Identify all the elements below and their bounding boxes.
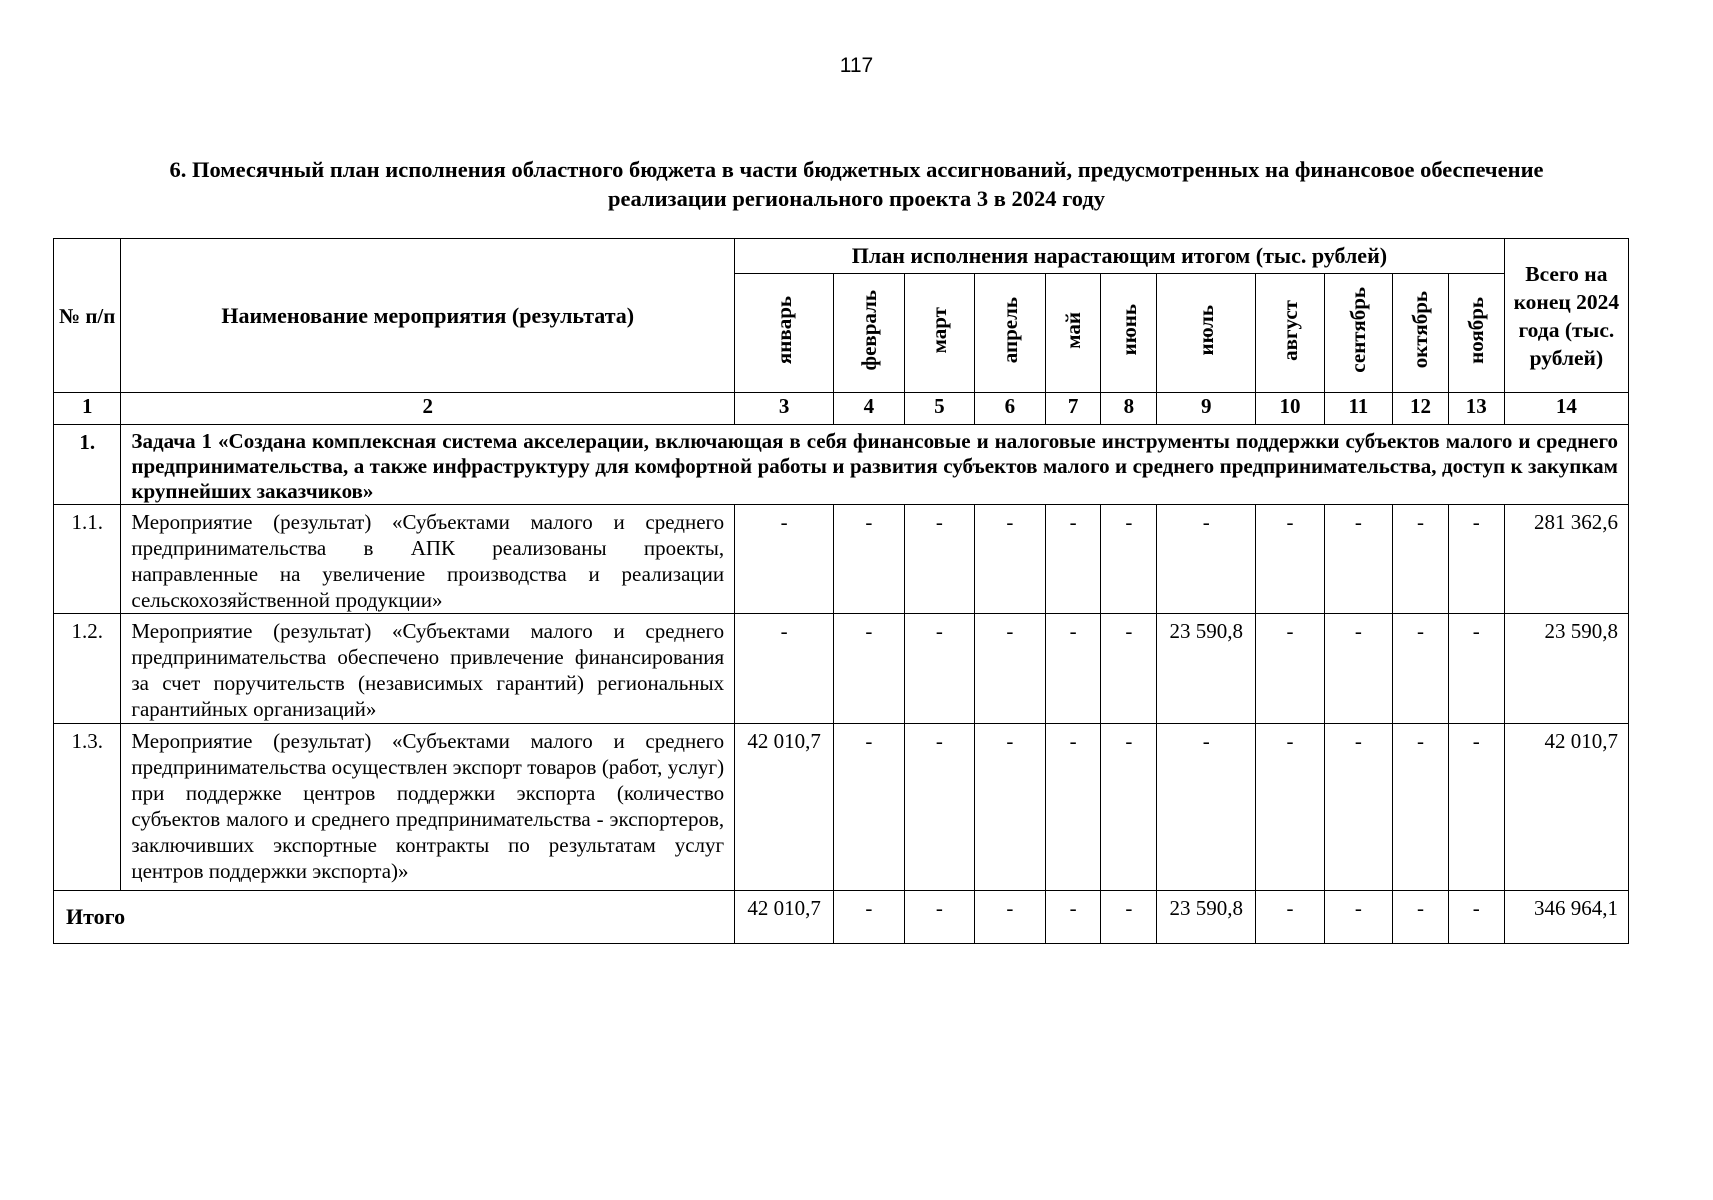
header-total: Всего на конец 2024 года (тыс. рублей) [1504,239,1628,393]
total-month-value: - [1393,891,1449,944]
month-value: 23 590,8 [1157,614,1256,724]
column-number: 6 [975,393,1046,425]
header-plan: План исполнения нарастающим итогом (тыс. рублей) [735,239,1505,274]
column-number: 7 [1045,393,1101,425]
header-month-label: май [1061,311,1086,349]
month-value: - [834,505,905,614]
column-number: 4 [834,393,905,425]
page-number: 117 [839,54,874,77]
header-month-label: март [927,306,952,354]
table-row [54,614,1629,724]
month-value: - [1101,505,1157,614]
month-value: - [1448,614,1504,724]
header-month-label: июнь [1116,304,1141,356]
row-total: 23 590,8 [1504,614,1628,724]
row-num: 1.2. [54,614,121,724]
task-text: Задача 1 «Создана комплексная система акселерации, включающая в себя финансовые и налоговые инструменты поддержки субъектов малого и среднего предпринимательства, а также инфраструктуру для комфортной работы и развития субъектов малого и среднего предпринимательства, доступ к закупкам крупнейших заказчиков» [121,425,1629,505]
row-num: 1.1. [54,505,121,614]
month-value: - [735,614,834,724]
budget-plan-table [53,238,1629,944]
header-month [1324,274,1392,393]
month-value: - [1256,614,1324,724]
table-row [54,724,1629,891]
column-numbers-row [54,393,1629,425]
header-month [1045,274,1101,393]
header-month [735,274,834,393]
month-value: - [1256,505,1324,614]
header-month [904,274,975,393]
column-number: 3 [735,393,834,425]
column-number: 14 [1504,393,1628,425]
header-month [1101,274,1157,393]
month-value: - [1393,724,1449,891]
month-value: - [1324,505,1392,614]
total-month-value: - [904,891,975,944]
column-number: 13 [1448,393,1504,425]
header-num: № п/п [54,239,121,393]
column-number: 8 [1101,393,1157,425]
total-month-value: - [1448,891,1504,944]
task-row [54,425,1629,505]
task-num: 1. [54,425,121,505]
table-row [54,505,1629,614]
row-num: 1.3. [54,724,121,891]
header-month-label: февраль [856,289,881,371]
header-month-label: июль [1194,304,1219,356]
total-month-value: - [1101,891,1157,944]
header-month-label: январь [772,295,797,365]
title-line-1: 6. Помесячный план исполнения областного бюджета в части бюджетных ассигнований, предусмотренных на финансовое обеспечение [169,157,1544,182]
month-value: - [1101,724,1157,891]
month-value: - [1045,724,1101,891]
header-month [975,274,1046,393]
header-month [1393,274,1449,393]
month-value: - [975,724,1046,891]
header-month-label: октябрь [1408,291,1433,369]
month-value: - [1324,724,1392,891]
document-title [60,155,1653,213]
column-number: 12 [1393,393,1449,425]
row-name: Мероприятие (результат) «Субъектами малого и среднего предпринимательства в АПК реализованы проекты, направленные на увеличение производства и реализации сельскохозяйственной продукции» [121,505,735,614]
title-line-2: реализации регионального проекта 3 в 2024 году [608,186,1105,211]
total-row [54,891,1629,944]
header-row-1 [54,239,1629,274]
month-value: - [1393,505,1449,614]
total-month-value: 42 010,7 [735,891,834,944]
month-value: - [1448,724,1504,891]
column-number: 11 [1324,393,1392,425]
row-name: Мероприятие (результат) «Субъектами малого и среднего предпринимательства осуществлен экспорт товаров (работ, услуг) при поддержке центров поддержки экспорта (количество субъектов малого и среднего предпринимательства - экспортеров, заключивших экспортные контракты по результатам услуг центров поддержки экспорта)» [121,724,735,891]
month-value: - [1045,614,1101,724]
month-value: - [904,724,975,891]
total-month-value: - [1256,891,1324,944]
total-month-value: - [834,891,905,944]
total-month-value: - [975,891,1046,944]
total-month-value: - [1324,891,1392,944]
month-value: - [904,505,975,614]
month-value: - [1324,614,1392,724]
month-value: - [834,724,905,891]
month-value: - [975,614,1046,724]
month-value: - [1256,724,1324,891]
month-value: - [834,614,905,724]
row-total: 42 010,7 [1504,724,1628,891]
header-month-label: апрель [997,296,1022,364]
month-value: - [1157,724,1256,891]
month-value: - [1393,614,1449,724]
column-number: 10 [1256,393,1324,425]
month-value: - [1157,505,1256,614]
header-month [1448,274,1504,393]
row-name: Мероприятие (результат) «Субъектами малого и среднего предпринимательства обеспечено привлечение финансирования за счет поручительств (независимых гарантий) региональных гарантийных организаций» [121,614,735,724]
total-month-value: - [1045,891,1101,944]
month-value: - [1045,505,1101,614]
header-month-label: август [1277,299,1302,361]
grand-total: 346 964,1 [1504,891,1628,944]
column-number: 2 [121,393,735,425]
total-label: Итого [54,891,735,944]
header-month-label: ноябрь [1464,296,1489,364]
column-number: 9 [1157,393,1256,425]
month-value: - [1448,505,1504,614]
month-value: - [904,614,975,724]
month-value: - [735,505,834,614]
column-number: 1 [54,393,121,425]
month-value: - [1101,614,1157,724]
column-number: 5 [904,393,975,425]
month-value: - [975,505,1046,614]
header-month [1256,274,1324,393]
header-month [1157,274,1256,393]
header-name: Наименование мероприятия (результата) [121,239,735,393]
header-month [834,274,905,393]
header-month-label: сентябрь [1346,287,1371,373]
total-month-value: 23 590,8 [1157,891,1256,944]
month-value: 42 010,7 [735,724,834,891]
row-total: 281 362,6 [1504,505,1628,614]
